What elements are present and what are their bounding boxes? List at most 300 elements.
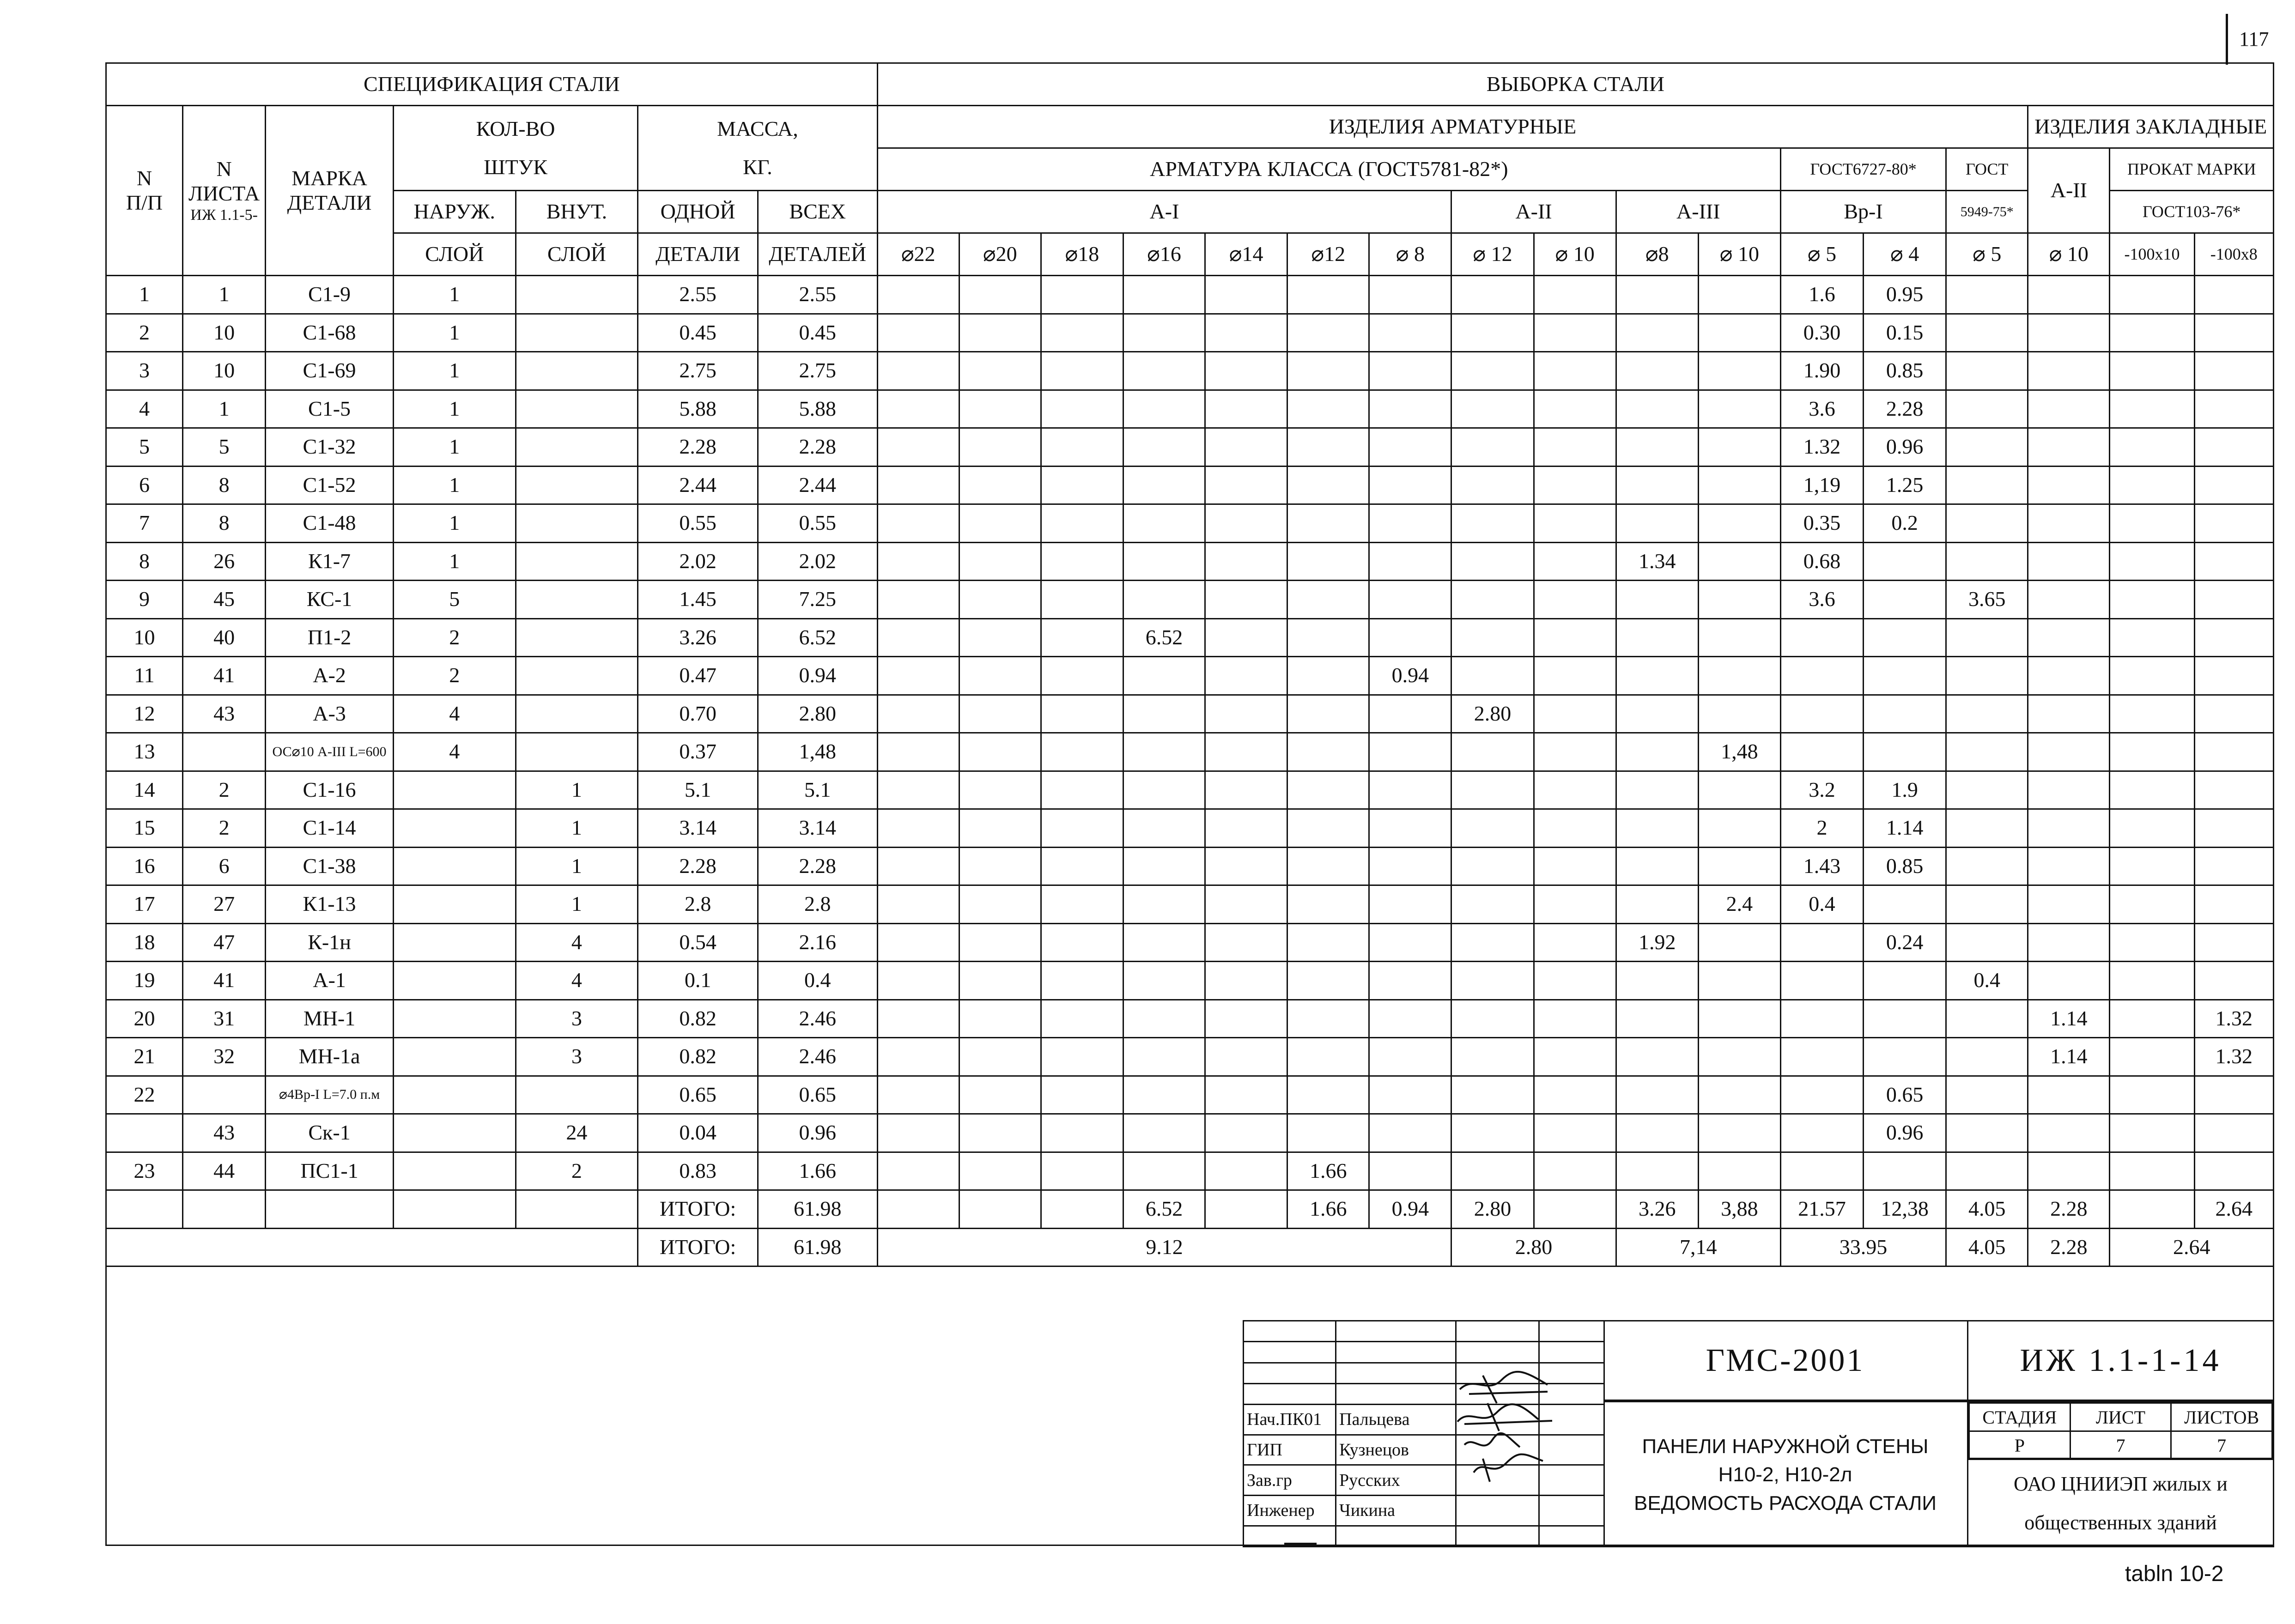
- table-cell: [2028, 466, 2110, 504]
- table-cell: 3: [516, 1000, 638, 1038]
- table-cell: [1041, 962, 1123, 1000]
- totals2-prokat: 2.64: [2110, 1228, 2274, 1266]
- table-cell: [1698, 1114, 1780, 1152]
- table-cell: [1287, 657, 1369, 695]
- table-cell: 1.90: [1780, 352, 1863, 390]
- table-cell: [1041, 428, 1123, 467]
- table-cell: [1041, 1000, 1123, 1038]
- table-cell: КС-1: [266, 581, 394, 619]
- table-cell: 5: [106, 428, 183, 467]
- signer-role: Зав.гр: [1244, 1465, 1336, 1496]
- table-cell: Ск-1: [266, 1114, 394, 1152]
- table-cell: [1451, 390, 1534, 428]
- table-cell: [1287, 847, 1369, 885]
- table-cell: [1451, 1152, 1534, 1190]
- table-cell: ⌀4Вр-I L=7.0 п.м: [266, 1076, 394, 1114]
- table-cell: 16: [106, 847, 183, 885]
- table-cell: [1041, 809, 1123, 848]
- table-cell: 0.68: [1780, 542, 1863, 581]
- table-cell: 2: [106, 314, 183, 352]
- table-cell: [1780, 1038, 1863, 1076]
- totals2-a1: 9.12: [877, 1228, 1451, 1266]
- table-cell: 2: [183, 809, 266, 848]
- table-cell: 0.96: [758, 1114, 877, 1152]
- dia-cell: ⌀ 5: [1780, 233, 1863, 276]
- table-cell: 15: [106, 809, 183, 848]
- table-cell: [1205, 618, 1287, 657]
- table-cell: [2028, 1152, 2110, 1190]
- totals2-label: ИТОГО:: [638, 1228, 758, 1266]
- table-cell: К1-13: [266, 885, 394, 924]
- table-cell: [959, 1038, 1041, 1076]
- table-cell: [1534, 962, 1616, 1000]
- table-cell: [1369, 542, 1451, 581]
- table-cell: [393, 809, 516, 848]
- table-cell: 7: [106, 504, 183, 543]
- table-cell: [1041, 923, 1123, 962]
- table-cell: [516, 618, 638, 657]
- table-cell: [959, 1000, 1041, 1038]
- table-cell: [516, 428, 638, 467]
- table-cell: 1: [516, 847, 638, 885]
- table-cell: [2110, 276, 2194, 314]
- table-cell: 5.88: [638, 390, 758, 428]
- gost6727: ГОСТ6727-80*: [1780, 148, 1946, 191]
- table-cell: 0.55: [638, 504, 758, 543]
- table-cell: 2.75: [638, 352, 758, 390]
- table-cell: 2.8: [758, 885, 877, 924]
- table-cell: 8: [183, 466, 266, 504]
- table-cell: 1.66: [1287, 1152, 1369, 1190]
- totals-label: ИТОГО:: [638, 1190, 758, 1229]
- table-cell: [1864, 581, 1946, 619]
- table-cell: [1205, 581, 1287, 619]
- table-cell: [1123, 314, 1205, 352]
- col-n-pp: N П/П: [106, 106, 183, 276]
- table-cell: [959, 847, 1041, 885]
- table-cell: 0.4: [1946, 962, 2028, 1000]
- table-cell: [1616, 428, 1698, 467]
- table-cell: [2110, 1152, 2194, 1190]
- table-cell: [1205, 1000, 1287, 1038]
- table-cell: [2110, 809, 2194, 848]
- table-cell: [877, 733, 959, 771]
- table-cell: [393, 962, 516, 1000]
- table-cell: 0.94: [758, 657, 877, 695]
- table-cell: [1534, 771, 1616, 809]
- table-cell: 6: [106, 466, 183, 504]
- table-cell: [2194, 657, 2273, 695]
- totals-row-1: ИТОГО: 61.98 6.52 1.66 0.94 2.80 3.26 3,88 21.57 12,38 4.05 2.28 2.64: [106, 1190, 2274, 1229]
- table-cell: [1864, 618, 1946, 657]
- gost5949-number: 5949-75*: [1946, 191, 2028, 233]
- table-cell: [1780, 1152, 1863, 1190]
- table-cell: [1534, 1076, 1616, 1114]
- table-cell: 2.28: [758, 847, 877, 885]
- table-cell: 41: [183, 962, 266, 1000]
- table-cell: [1534, 695, 1616, 733]
- table-cell: [877, 923, 959, 962]
- table-cell: [393, 1076, 516, 1114]
- table-cell: 1.66: [758, 1152, 877, 1190]
- table-cell: [1616, 314, 1698, 352]
- table-cell: [1698, 504, 1780, 543]
- table-cell: [959, 581, 1041, 619]
- table-cell: [2028, 504, 2110, 543]
- table-cell: [1698, 695, 1780, 733]
- table-cell: [1123, 276, 1205, 314]
- table-cell: [2194, 618, 2273, 657]
- table-cell: [1616, 962, 1698, 1000]
- dia-cell: ⌀ 10: [2028, 233, 2110, 276]
- table-cell: [959, 428, 1041, 467]
- table-cell: [1451, 542, 1534, 581]
- table-cell: 1: [516, 809, 638, 848]
- table-cell: [1616, 466, 1698, 504]
- table-cell: 0.82: [638, 1038, 758, 1076]
- table-cell: 3.26: [638, 618, 758, 657]
- drawing-description: ПАНЕЛИ НАРУЖНОЙ СТЕНЫ Н10-2, Н10-2л ВЕДОМОСТЬ РАСХОДА СТАЛИ: [1603, 1402, 1968, 1547]
- table-cell: [1205, 542, 1287, 581]
- table-cell: [1041, 1152, 1123, 1190]
- table-cell: [393, 1038, 516, 1076]
- table-cell: [1041, 390, 1123, 428]
- table-cell: [516, 314, 638, 352]
- prokat-title: ПРОКАТ МАРКИ: [2110, 148, 2274, 191]
- table-cell: [1534, 1152, 1616, 1190]
- table-cell: [1946, 847, 2028, 885]
- table-cell: [1698, 771, 1780, 809]
- table-cell: 21: [106, 1038, 183, 1076]
- table-cell: [1698, 1076, 1780, 1114]
- table-cell: [1123, 1152, 1205, 1190]
- table-cell: 4: [516, 962, 638, 1000]
- table-cell: 8: [106, 542, 183, 581]
- table-row: [106, 542, 2274, 581]
- table-cell: 2.80: [758, 695, 877, 733]
- table-cell: [1123, 1114, 1205, 1152]
- table-cell: [1369, 923, 1451, 962]
- table-cell: [183, 733, 266, 771]
- table-cell: [877, 352, 959, 390]
- table-row: [106, 1038, 2274, 1076]
- table-cell: [877, 504, 959, 543]
- table-cell: [1369, 847, 1451, 885]
- table-cell: 1: [106, 276, 183, 314]
- table-cell: [1698, 352, 1780, 390]
- table-cell: [1287, 581, 1369, 619]
- table-cell: 0.70: [638, 695, 758, 733]
- table-cell: [1123, 428, 1205, 467]
- table-cell: [1369, 1076, 1451, 1114]
- table-cell: [1946, 1076, 2028, 1114]
- table-cell: [1041, 581, 1123, 619]
- table-cell: [1534, 504, 1616, 543]
- table-cell: [1287, 428, 1369, 467]
- table-cell: [516, 1076, 638, 1114]
- table-cell: [959, 1114, 1041, 1152]
- table-cell: [1698, 618, 1780, 657]
- table-cell: [2110, 923, 2194, 962]
- table-cell: [1369, 352, 1451, 390]
- table-cell: [1041, 504, 1123, 543]
- table-cell: 0.45: [638, 314, 758, 352]
- table-cell: С1-52: [266, 466, 394, 504]
- table-cell: 3.2: [1780, 771, 1863, 809]
- table-cell: 1,48: [758, 733, 877, 771]
- table-cell: 0.15: [1864, 314, 1946, 352]
- table-cell: [1451, 657, 1534, 695]
- table-cell: [877, 962, 959, 1000]
- table-row: [106, 428, 2274, 467]
- table-row: [106, 352, 2274, 390]
- table-cell: [1451, 885, 1534, 924]
- table-cell: [2110, 466, 2194, 504]
- table-cell: 1: [393, 466, 516, 504]
- table-cell: [877, 618, 959, 657]
- table-cell: [959, 504, 1041, 543]
- table-cell: 1: [516, 771, 638, 809]
- table-cell: 2.4: [1698, 885, 1780, 924]
- table-cell: [1946, 923, 2028, 962]
- table-cell: [1616, 1114, 1698, 1152]
- table-cell: 0.96: [1864, 428, 1946, 467]
- table-cell: [1205, 504, 1287, 543]
- table-cell: [1534, 923, 1616, 962]
- table-cell: [1287, 504, 1369, 543]
- table-cell: [1205, 390, 1287, 428]
- table-cell: [1287, 390, 1369, 428]
- table-cell: [1864, 1152, 1946, 1190]
- table-cell: [877, 1076, 959, 1114]
- rebar-class: АРМАТУРА КЛАССА (ГОСТ5781-82*): [877, 148, 1780, 191]
- table-cell: [1451, 771, 1534, 809]
- table-row: [106, 314, 2274, 352]
- table-cell: [1369, 809, 1451, 848]
- table-cell: [1616, 771, 1698, 809]
- table-cell: [2110, 1076, 2194, 1114]
- table-cell: [1534, 276, 1616, 314]
- table-cell: [959, 733, 1041, 771]
- table-cell: 0.65: [1864, 1076, 1946, 1114]
- table-cell: 1.14: [2028, 1038, 2110, 1076]
- table-cell: [1534, 1038, 1616, 1076]
- table-cell: 41: [183, 657, 266, 695]
- table-cell: [516, 466, 638, 504]
- dia-cell: ⌀ 12: [1451, 233, 1534, 276]
- table-cell: [2110, 1114, 2194, 1152]
- table-cell: [1123, 1076, 1205, 1114]
- signer-role: Инженер: [1244, 1495, 1336, 1526]
- table-cell: [1698, 962, 1780, 1000]
- table-cell: 2.02: [638, 542, 758, 581]
- table-cell: [1616, 504, 1698, 543]
- table-cell: [393, 923, 516, 962]
- table-cell: [1123, 504, 1205, 543]
- table-cell: 2.02: [758, 542, 877, 581]
- table-row: [106, 504, 2274, 543]
- table-cell: [1616, 352, 1698, 390]
- table-cell: 3.65: [1946, 581, 2028, 619]
- embedded-products: ИЗДЕЛИЯ ЗАКЛАДНЫЕ: [2028, 106, 2274, 148]
- class-a3: А-III: [1616, 191, 1780, 233]
- table-row: [106, 276, 2274, 314]
- table-cell: [1205, 1076, 1287, 1114]
- table-cell: [1534, 581, 1616, 619]
- table-cell: [516, 276, 638, 314]
- table-cell: [2028, 542, 2110, 581]
- signer-name: Русских: [1336, 1465, 1456, 1496]
- table-cell: [1451, 847, 1534, 885]
- table-cell: С1-48: [266, 504, 394, 543]
- table-cell: 5.1: [638, 771, 758, 809]
- table-cell: [959, 923, 1041, 962]
- table-cell: [1534, 1114, 1616, 1152]
- table-cell: [1041, 1076, 1123, 1114]
- table-cell: [1534, 542, 1616, 581]
- table-cell: 20: [106, 1000, 183, 1038]
- table-cell: [1123, 962, 1205, 1000]
- table-cell: [1287, 618, 1369, 657]
- dia-cell: ⌀ 5: [1946, 233, 2028, 276]
- table-cell: [1698, 657, 1780, 695]
- class-a1: А-I: [877, 191, 1451, 233]
- table-cell: 2: [393, 618, 516, 657]
- title-block: [1243, 1320, 2274, 1547]
- table-cell: 1,48: [1698, 733, 1780, 771]
- table-cell: [516, 581, 638, 619]
- table-cell: 13: [106, 733, 183, 771]
- table-cell: 1.45: [638, 581, 758, 619]
- table-cell: [959, 1076, 1041, 1114]
- table-row: [106, 390, 2274, 428]
- table-cell: [2110, 428, 2194, 467]
- table-cell: [516, 504, 638, 543]
- table-cell: [1616, 695, 1698, 733]
- table-cell: [1369, 1000, 1451, 1038]
- table-cell: [1369, 771, 1451, 809]
- dia-cell: ⌀ 8: [1369, 233, 1451, 276]
- table-cell: 2.44: [758, 466, 877, 504]
- table-cell: 32: [183, 1038, 266, 1076]
- table-cell: 43: [183, 695, 266, 733]
- table-cell: 6: [183, 847, 266, 885]
- table-cell: [1287, 733, 1369, 771]
- table-cell: [1205, 314, 1287, 352]
- table-cell: [2110, 504, 2194, 543]
- table-cell: 17: [106, 885, 183, 924]
- table-cell: 1.9: [1864, 771, 1946, 809]
- table-cell: [2110, 314, 2194, 352]
- table-cell: [1946, 352, 2028, 390]
- table-cell: 1: [393, 276, 516, 314]
- table-cell: [2110, 657, 2194, 695]
- table-cell: [1864, 1038, 1946, 1076]
- table-cell: [1780, 962, 1863, 1000]
- table-cell: [1534, 885, 1616, 924]
- table-cell: [1534, 847, 1616, 885]
- table-cell: [1946, 1038, 2028, 1076]
- table-cell: [1698, 466, 1780, 504]
- table-cell: [1864, 542, 1946, 581]
- table-cell: 0.4: [758, 962, 877, 1000]
- table-cell: [2028, 390, 2110, 428]
- table-cell: [1287, 542, 1369, 581]
- table-cell: [1616, 390, 1698, 428]
- table-cell: [2194, 923, 2273, 962]
- table-cell: [1287, 962, 1369, 1000]
- table-cell: [1616, 809, 1698, 848]
- header-row-2: [106, 106, 2274, 148]
- table-cell: МН-1: [266, 1000, 394, 1038]
- table-cell: [1205, 771, 1287, 809]
- table-cell: [2194, 504, 2273, 543]
- table-cell: [877, 276, 959, 314]
- table-cell: [1451, 581, 1534, 619]
- table-cell: [1369, 428, 1451, 467]
- table-cell: [1864, 657, 1946, 695]
- outer-layer: НАРУЖ.: [393, 191, 516, 233]
- table-cell: [1287, 1038, 1369, 1076]
- dia-cell: ⌀14: [1205, 233, 1287, 276]
- table-cell: [1616, 1152, 1698, 1190]
- dia-cell: ⌀12: [1287, 233, 1369, 276]
- table-row: [106, 1152, 2274, 1190]
- table-cell: [1780, 1000, 1863, 1038]
- header-row-5: [106, 233, 2274, 276]
- table-cell: [393, 847, 516, 885]
- table-cell: [1041, 771, 1123, 809]
- table-cell: [2028, 809, 2110, 848]
- table-cell: [2028, 847, 2110, 885]
- table-cell: 2.46: [758, 1000, 877, 1038]
- table-cell: [959, 657, 1041, 695]
- steel-specification-table: [105, 62, 2274, 1267]
- table-cell: [1534, 314, 1616, 352]
- table-cell: [2194, 428, 2273, 467]
- table-cell: 7.25: [758, 581, 877, 619]
- table-cell: 44: [183, 1152, 266, 1190]
- table-cell: 1.92: [1616, 923, 1698, 962]
- table-cell: [393, 1152, 516, 1190]
- table-cell: [1369, 618, 1451, 657]
- table-cell: [2028, 276, 2110, 314]
- table-cell: [1780, 695, 1863, 733]
- table-cell: [1616, 657, 1698, 695]
- table-cell: [1946, 428, 2028, 467]
- table-cell: [1287, 466, 1369, 504]
- dia-cell: ⌀18: [1041, 233, 1123, 276]
- table-cell: 1: [183, 390, 266, 428]
- prokat-gost: ГОСТ103-76*: [2110, 191, 2274, 233]
- table-cell: 0.35: [1780, 504, 1863, 543]
- table-cell: [2110, 390, 2194, 428]
- dia-cell: ⌀ 10: [1698, 233, 1780, 276]
- table-cell: [959, 962, 1041, 1000]
- col-qty: КОЛ-ВО ШТУК: [393, 106, 638, 191]
- col-mark: МАРКА ДЕТАЛИ: [266, 106, 394, 276]
- table-cell: [1287, 276, 1369, 314]
- cut-mark: [1284, 1543, 1317, 1545]
- table-cell: [1123, 809, 1205, 848]
- table-cell: [1369, 581, 1451, 619]
- table-cell: [2110, 771, 2194, 809]
- table-cell: [877, 314, 959, 352]
- table-row: [106, 847, 2274, 885]
- table-cell: К-1н: [266, 923, 394, 962]
- table-cell: [877, 885, 959, 924]
- table-cell: [1123, 923, 1205, 962]
